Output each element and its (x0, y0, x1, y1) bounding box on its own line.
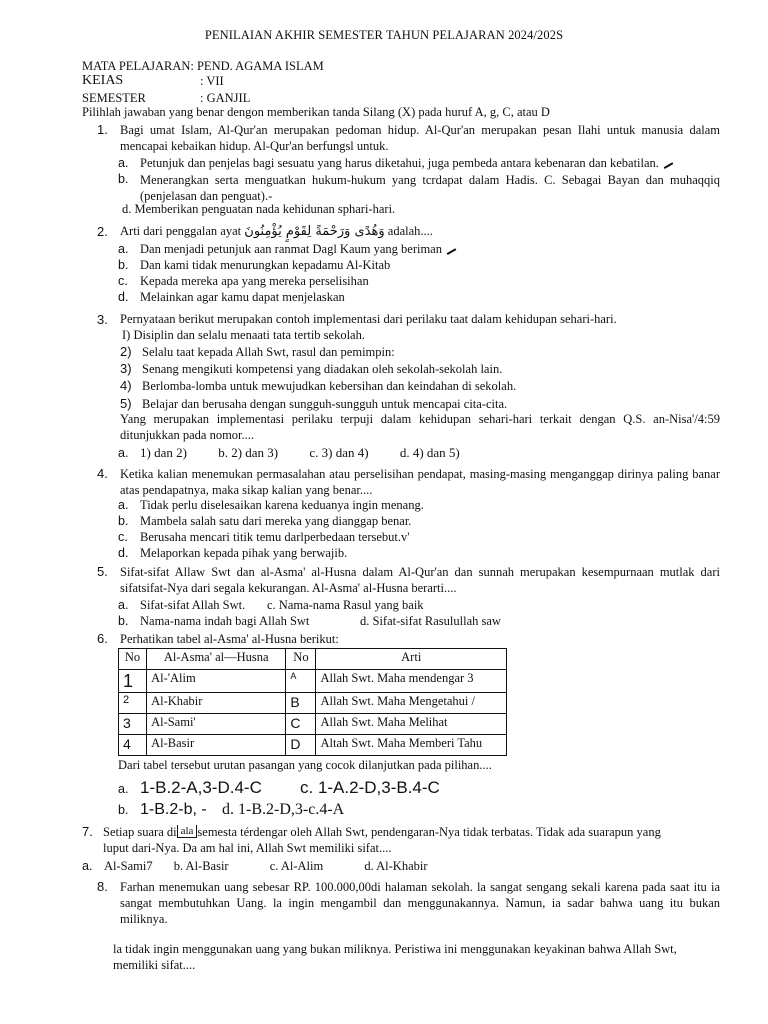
q7-boxed-word: ala (177, 825, 198, 838)
table-row (119, 670, 507, 693)
q1-text: Bagi umat Islam, Al-Qur'an merupakan pedoman hidup. Al-Qur'an merupakan pesan Ilahi untuk manusia dalam mencapai kebaikan hidup. Al-Qur'an berfungsl untuk. (120, 123, 720, 153)
q7-option-a[interactable]: Al-Sami7 (104, 859, 153, 873)
q3-option-b[interactable]: b. 2) dan 3) (218, 445, 279, 460)
table-cell: 1 (119, 670, 147, 693)
q7-option-b[interactable]: b. Al-Basir (173, 859, 229, 873)
q7-text-line2: luput dari-Nya. Da am hal ini, Allah Swt memiliki sifat.... (103, 841, 392, 855)
q3-option-a-label: a. (118, 446, 129, 460)
q6-text: Perhatikan tabel al-Asma' al-Husna berikut: (120, 632, 339, 646)
q2-option-b-text: Dan kami tidak menurungkan kepadamu Al-Kitab (140, 258, 391, 272)
q7-option-c[interactable]: c. Al-Alim (269, 859, 324, 873)
q6-option-b[interactable] (118, 801, 207, 819)
q3-statement-1: I) Disiplin dan selalu menaati tata tertib sekolah. (122, 328, 365, 342)
q4-number: 4. (97, 466, 108, 481)
q2-option-d-text: Melainkan agar kamu dapat menjelaskan (140, 290, 345, 304)
q3-option-d[interactable]: d. 4) dan 5) (399, 445, 460, 460)
table-cell: Al-Basir (147, 735, 286, 756)
q1-number: 1. (97, 122, 108, 137)
q3-statement-4 (120, 378, 516, 394)
q1-option-a[interactable] (118, 156, 672, 171)
q2-option-d-label: d. (118, 290, 129, 304)
q2-text (120, 224, 433, 239)
q5-option-a[interactable] (118, 598, 245, 613)
q3-statement-4-text: Berlomba-lomba untuk mewujudkan kebersihan dan keindahan di sekolah. (142, 379, 517, 393)
q2-option-c-label: c. (118, 274, 128, 288)
table-header: Arti (316, 649, 507, 670)
class-label: KEIAS (82, 73, 124, 88)
q1-option-d[interactable]: d. Memberikan penguatan nada kehidunan sphari-hari. (122, 202, 396, 216)
table-header-row (119, 649, 507, 670)
q2-arabic-verse: وَهُدًى وَرَحْمَةً لِقَوْمٍ يُؤْمِنُونَ (244, 224, 385, 239)
q3-number: 3. (97, 312, 108, 327)
q4-option-a[interactable] (118, 498, 424, 513)
q6-option-b-text: 1-B.2-b, - (140, 801, 207, 818)
q7-option-d[interactable]: d. Al-Khabir (364, 859, 428, 873)
table-cell: A (286, 670, 316, 693)
q2-text-pre: Arti dari penggalan ayat (120, 224, 242, 238)
q4-option-d-label: d. (118, 546, 129, 560)
q3-statement-5-text: Belajar dan berusaha dengan sungguh-sungguh untuk mencapai cita-cita. (142, 397, 508, 411)
table-row (119, 735, 507, 756)
q1-option-a-text: Petunjuk dan penjelas bagi sesuatu yang harus diketahui, juga pembeda antara kebenaran dan kebatilan. (140, 156, 659, 170)
check-mark-icon (661, 157, 674, 169)
semester-row (82, 91, 251, 106)
q3-statement-5-number: 5) (120, 396, 132, 411)
q5-number: 5. (97, 564, 108, 579)
table-header: Al-Asma' al—Husna (147, 649, 286, 670)
q6-option-c[interactable]: c. 1-A.2-D,3-B.4-C (300, 778, 440, 797)
q6-option-a-label: a. (118, 782, 129, 796)
q5-option-b-label: b. (118, 614, 129, 628)
q8-number: 8. (97, 879, 108, 894)
q4-option-a-label: a. (118, 498, 129, 512)
q6-after-table: Dari tabel tersebut urutan pasangan yang cocok dilanjutkan pada pilihan.... (118, 758, 492, 772)
q3-statement-3-number: 3) (120, 361, 132, 376)
class-value: : VII (200, 74, 224, 88)
table-cell: 4 (119, 735, 147, 756)
class-row (82, 73, 224, 89)
q7-text (103, 825, 720, 840)
q3-option-c[interactable]: c. 3) dan 4) (309, 445, 369, 460)
table-cell: 2 (119, 693, 147, 714)
q4-option-a-text: Tidak perlu diselesaikan karena keduanya ingin menang. (140, 498, 424, 512)
q3-statement-2 (120, 344, 395, 360)
q4-option-c-text: Berusaha mencari titik temu darlperbedaan tersebut.v' (140, 530, 410, 544)
q7-text-post: semesta térdengar oleh Allah Swt, pendengaran-Nya tidak terbatas. Tidak ada suarapun yang (197, 825, 661, 839)
q4-option-c-label: c. (118, 530, 128, 544)
q3-closing: Yang merupakan implementasi perilaku terpuji dalam kehidupan sehari-hari terkait dengan Q.S. an-Nisa'/4:59 ditunjukkan pada nomor.... (120, 412, 720, 442)
table-header: No (119, 649, 147, 670)
semester-label: SEMESTER (82, 91, 146, 105)
q7-options (82, 859, 428, 874)
q4-option-b-text: Mambela salah satu dari mereka yang dianggap benar. (140, 514, 412, 528)
q6-option-a-text: 1-B.2-A,3-D.4-C (140, 778, 262, 797)
q3-statement-2-text: Selalu taat kepada Allah Swt, rasul dan pemimpin: (142, 345, 395, 359)
q1-option-a-label: a. (118, 156, 129, 170)
q6-option-d[interactable]: d. 1-B.2-D,3-c.4-A (222, 801, 345, 818)
asma-husna-table (118, 648, 507, 756)
q2-option-b-label: b. (118, 258, 129, 272)
q2-option-a-label: a. (118, 242, 129, 256)
q5-option-b[interactable] (118, 614, 309, 629)
q5-option-c[interactable]: c. Nama-nama Rasul yang baik (267, 598, 424, 612)
q2-number: 2. (97, 224, 108, 239)
table-cell: D (286, 735, 316, 756)
q2-option-a-text: Dan menjadi petunjuk aan ranmat Dagl Kaum yang beriman (140, 242, 442, 256)
q7-text-pre: Setiap suara di (103, 825, 177, 839)
q1-option-b[interactable] (118, 172, 140, 187)
table-row (119, 693, 507, 714)
table-row (119, 714, 507, 735)
q5-option-a-label: a. (118, 598, 129, 612)
q5-option-d[interactable]: d. Sifat-sifat Rasulullah saw (360, 614, 501, 628)
q3-statement-3 (120, 361, 502, 377)
q5-text: Sifat-sifat Allaw Swt dan al-Asma' al-Husna dalam Al-Qur'an dan sunnah merupakan kesempurnaan mutlak dari sifatsifat-Nya dari segala kekurangan. Al-Asma' al-Husna berarti.... (120, 565, 720, 595)
q6-number: 6. (97, 631, 108, 646)
q3-text: Pernyataan berikut merupakan contoh implementasi dari perilaku taat dalam kehidupan sehari-hari. (120, 312, 617, 326)
semester-value: : GANJIL (200, 91, 251, 105)
table-cell: Altah Swt. Maha Memberi Tahu (316, 735, 507, 756)
q7-option-a-label: a. (82, 859, 93, 873)
table-cell: Al-Khabir (147, 693, 286, 714)
table-cell: Allah Swt. Maha Mengetahui / (316, 693, 507, 714)
q2-option-d[interactable] (118, 290, 345, 305)
table-cell: B (286, 693, 316, 714)
q3-options (118, 445, 460, 461)
instruction: Pilihlah jawaban yang benar dengon memberikan tanda Silang (X) pada huruf A, g, C, atau D (82, 105, 550, 119)
q4-option-c[interactable] (118, 530, 410, 545)
table-cell: C (286, 714, 316, 735)
q5-option-a-text: Sifat-sifat Allah Swt. (140, 598, 246, 612)
table-header: No (286, 649, 316, 670)
q3-option-a[interactable]: 1) dan 2) (140, 445, 187, 460)
q2-option-c[interactable] (118, 274, 369, 289)
q1-option-b-label: b. (118, 172, 129, 186)
check-mark-icon (444, 243, 457, 255)
table-cell: Al-Sami' (147, 714, 286, 735)
q8-text: Farhan menemukan uang sebesar RP. 100.000,00di halaman sekolah. la sangat sengang sekali karena pada saat itu ia sangat membutuhkan Uang. la ingin mengambil dan menggunakannya. Namun, ia sadar bahwa uang itu bukan miliknya. (120, 880, 720, 926)
q2-option-a[interactable] (118, 242, 455, 257)
q2-option-b[interactable] (118, 258, 390, 273)
q7-number: 7. (82, 824, 93, 839)
table-cell: Allah Swt. Maha mendengar 3 (316, 670, 507, 693)
q2-text-post: adalah.... (387, 224, 433, 238)
subject-line: MATA PELAJARAN: PEND. AGAMA ISLAM (82, 59, 324, 73)
q6-option-b-label: b. (118, 803, 129, 817)
q6-option-a[interactable] (118, 778, 262, 798)
table-cell: Al-'Alim (147, 670, 286, 693)
q8-continued: la tidak ingin menggunakan uang yang bukan miliknya. Peristiwa ini menggunakan keyakinan bahwa Allah Swt, memiliki sifat.... (113, 942, 677, 972)
q3-statement-2-number: 2) (120, 344, 132, 359)
q1-option-b-text: Menerangkan serta menguatkan hukum-hukum yang tcrdapat dalam Hadis. C. Sebagai Bayan dan muhaqqiq (penjelasan dan penguat).- (140, 173, 720, 203)
table-cell: 3 (119, 714, 147, 735)
q3-statement-4-number: 4) (120, 378, 132, 393)
q4-option-b[interactable] (118, 514, 411, 529)
q3-statement-3-text: Senang mengikuti kompetensi yang diadakan oleh sekolah-sekolah lain. (142, 362, 503, 376)
table-cell: Allah Swt. Maha Melihat (316, 714, 507, 735)
q4-option-d[interactable] (118, 546, 347, 561)
q2-option-c-text: Kepada mereka apa yang mereka perselisihan (140, 274, 369, 288)
exam-title: PENILAIAN AKHIR SEMESTER TAHUN PELAJARAN 2024/202S (204, 28, 564, 42)
q4-text: Ketika kalian menemukan permasalahan atau perselisihan pendapat, masing-masing menganggap dirinya paling banar atas pendapatnya, maka sikap kalian yang benar.... (120, 467, 720, 497)
q5-option-b-text: Nama-nama indah bagi Allah Swt (140, 614, 310, 628)
q3-statement-5 (120, 396, 507, 412)
q4-option-b-label: b. (118, 514, 129, 528)
q4-option-d-text: Melaporkan kepada pihak yang berwajib. (140, 546, 348, 560)
